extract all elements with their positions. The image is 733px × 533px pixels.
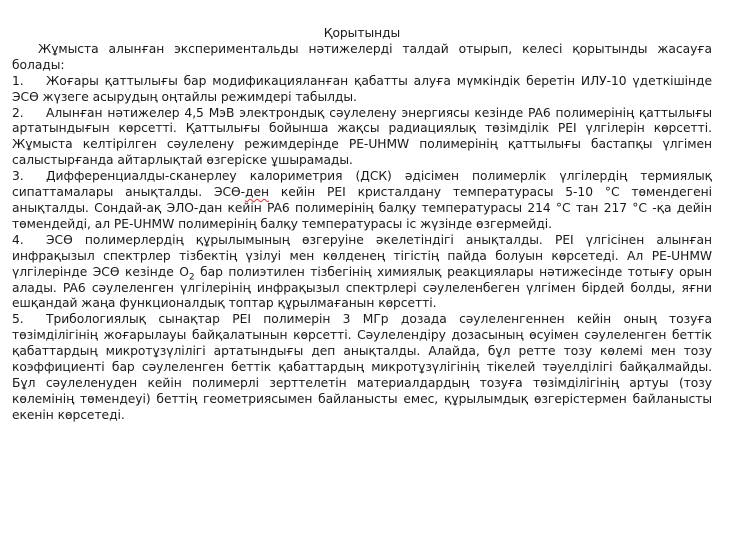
item-text-after: кейін PEI кристалдану температурасы 5-10 °С төмендегені анықталды. Сондай-ақ ЭЛО-дан кейін PA6 полимерінің балқу температурасы 214 °С тан 217 °С -қа дейін төмендейді, ал PE-UHMW полимерінің балқу температурасы іс жүзінде өзгермейді. — [12, 185, 712, 231]
conclusion-item-4 — [12, 233, 712, 313]
item-text: Трибологиялық сынақтар PEI полимерін 3 МГр дозада сәулеленгеннен кейін оның тозуға төзімділігінің жоғарылауы байқалатынын көрсетті. Сәулелендіру дозасының өсуімен сәулеленген беттік қабаттардың микротұзүлілігі артатындығы деп анықталды. Алайда, бұл ретте тозу көлемі мен тозу коэффициенті бар сәулеленген беттік қабаттардың микротұзүлігінің тікелей тәуелділігі байқалмайды. Бұл сәулеленуден кейін полимерлі зерттелетін материалдардың тозуға төзімділігінің артуы (тозу көлемінің төмендеуі) беттің геометриясымен байланысты емес, құрылымдық өзгерістермен байланысты екенін көрсетеді. — [12, 312, 712, 422]
spellcheck-marked-word: ден — [245, 185, 270, 200]
item-text-after: бар полиэтилен тізбегінің химиялық реакциялары нәтижесінде тотығу орын алады. PA6 сәулеленген үлгілерінің инфрақызыл спектрлері сәулеленбеген үлгімен бірдей болды, яғни ешқандай жаңа функционалдық топтар құрылмағанын көрсетті. — [12, 264, 712, 311]
conclusion-item-1 — [12, 74, 712, 106]
conclusion-item-5 — [12, 312, 712, 423]
item-text-before: ЭСӨ полимерлердің құрылымының өзгеруіне әкелетіндігі анықталды. PEI үлгісінен алынған инфрақызыл спектрлер тізбектің үзілуі мен көлденең тігістің пайда болуын көрсетеді. Ал PE-UHMW үлгілерінде ЭСӨ кезінде O — [12, 232, 712, 279]
document-page — [12, 26, 712, 424]
item-number: 5. — [12, 312, 24, 327]
item-number: 1. — [12, 73, 24, 88]
item-number: 4. — [12, 232, 24, 247]
item-text-before: Дифференциалды-сканерлеу калориметрия (ДСК) әдісімен полимерлік үлгілердің термиялық сипаттамалары анықталды. ЭСӨ- — [12, 169, 712, 200]
oxygen-subscript: 2 — [188, 272, 195, 283]
item-text: Жоғары қаттылығы бар модификацияланған қабатты алуға мүмкіндік беретін ИЛУ-10 үдеткішінде ЭСӨ жүзеге асырудың оңтайлы режимдері табылды. — [12, 73, 712, 104]
intro-paragraph: Жұмыста алынған экспериментальды нәтижелерді талдай отырып, келесі қорытынды жасауға болады: — [12, 41, 712, 72]
conclusion-item-3 — [12, 169, 712, 233]
item-number: 3. — [12, 169, 24, 184]
item-number: 2. — [12, 105, 24, 120]
conclusion-item-2 — [12, 106, 712, 170]
item-text: Алынған нәтижелер 4,5 МэВ электрондық сәулелену энергиясы кезінде PA6 полимерінің қаттылығы артатындығын көрсетті. Қаттылығы бойынша жақсы радиациялық төзімділік PEI үлгілерін көрсетті. Жұмыста келтірілген сәулелену режимдерінде PE-UHMW полимерінің қаттылығы бастапқы үлгімен салыстырғанда айтарлықтай өзгеріске ұшырамады. — [12, 105, 712, 168]
document-title: Қорытынды — [323, 26, 401, 40]
